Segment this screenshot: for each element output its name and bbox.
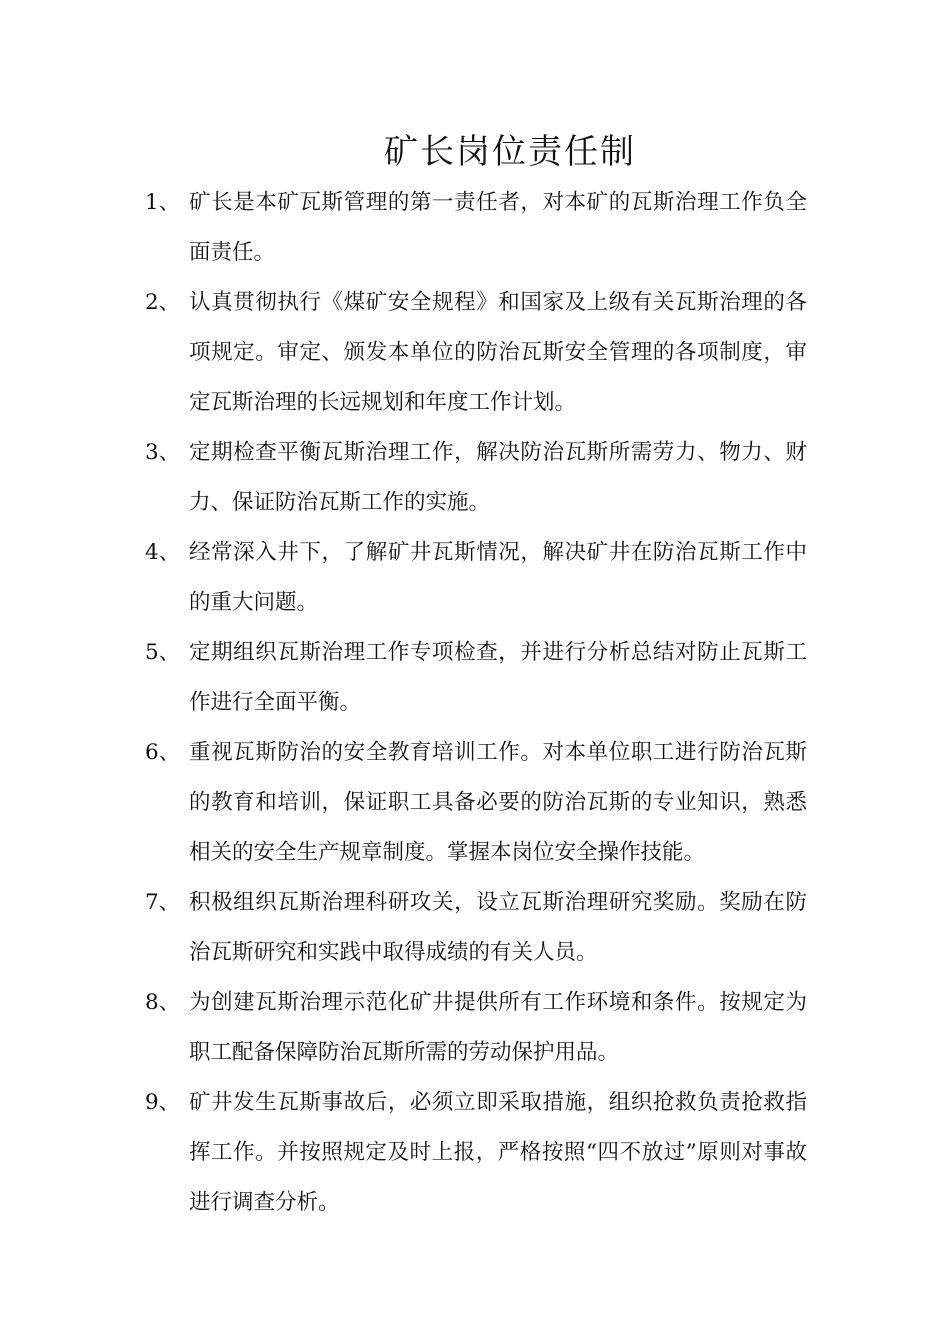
list-item xyxy=(145,428,807,528)
document-title: 矿长岗位责任制 xyxy=(384,132,636,172)
item-number: 6、 xyxy=(145,740,181,765)
item-text: 矿长是本矿瓦斯管理的第一责任者，对本矿的瓦斯治理工作负全面责任。 xyxy=(189,190,807,265)
item-number: 9、 xyxy=(145,1090,181,1115)
item-number: 1、 xyxy=(145,190,181,215)
item-text: 定期组织瓦斯治理工作专项检查，并进行分析总结对防止瓦斯工作进行全面平衡。 xyxy=(189,640,807,715)
item-text: 重视瓦斯防治的安全教育培训工作。对本单位职工进行防治瓦斯的教育和培训，保证职工具备必要的防治瓦斯的专业知识，熟悉相关的安全生产规章制度。掌握本岗位安全操作技能。 xyxy=(189,740,807,865)
list-item xyxy=(145,528,807,628)
item-number: 7、 xyxy=(145,890,181,915)
item-number: 8、 xyxy=(145,990,181,1015)
list-item xyxy=(145,278,807,428)
list-item xyxy=(145,178,807,278)
item-number: 4、 xyxy=(145,540,181,565)
list-item xyxy=(145,1078,807,1228)
item-number: 5、 xyxy=(145,640,181,665)
item-text: 为创建瓦斯治理示范化矿井提供所有工作环境和条件。按规定为职工配备保障防治瓦斯所需的劳动保护用品。 xyxy=(189,990,807,1065)
list-item xyxy=(145,978,807,1078)
item-text: 矿井发生瓦斯事故后，必须立即采取措施，组织抢救负责抢救指挥工作。并按照规定及时上报，严格按照“四不放过”原则对事故进行调查分析。 xyxy=(189,1090,807,1215)
list-item xyxy=(145,878,807,978)
responsibility-list xyxy=(145,178,807,1228)
item-number: 3、 xyxy=(145,440,181,465)
item-text: 积极组织瓦斯治理科研攻关，设立瓦斯治理研究奖励。奖励在防治瓦斯研究和实践中取得成绩的有关人员。 xyxy=(189,890,807,965)
list-item xyxy=(145,628,807,728)
item-text: 经常深入井下，了解矿井瓦斯情况，解决矿井在防治瓦斯工作中的重大问题。 xyxy=(189,540,807,615)
list-item xyxy=(145,728,807,878)
item-number: 2、 xyxy=(145,290,181,315)
item-text: 认真贯彻执行《煤矿安全规程》和国家及上级有关瓦斯治理的各项规定。审定、颁发本单位的防治瓦斯安全管理的各项制度，审定瓦斯治理的长远规划和年度工作计划。 xyxy=(189,290,807,415)
item-text: 定期检查平衡瓦斯治理工作，解决防治瓦斯所需劳力、物力、财力、保证防治瓦斯工作的实施。 xyxy=(189,440,807,515)
